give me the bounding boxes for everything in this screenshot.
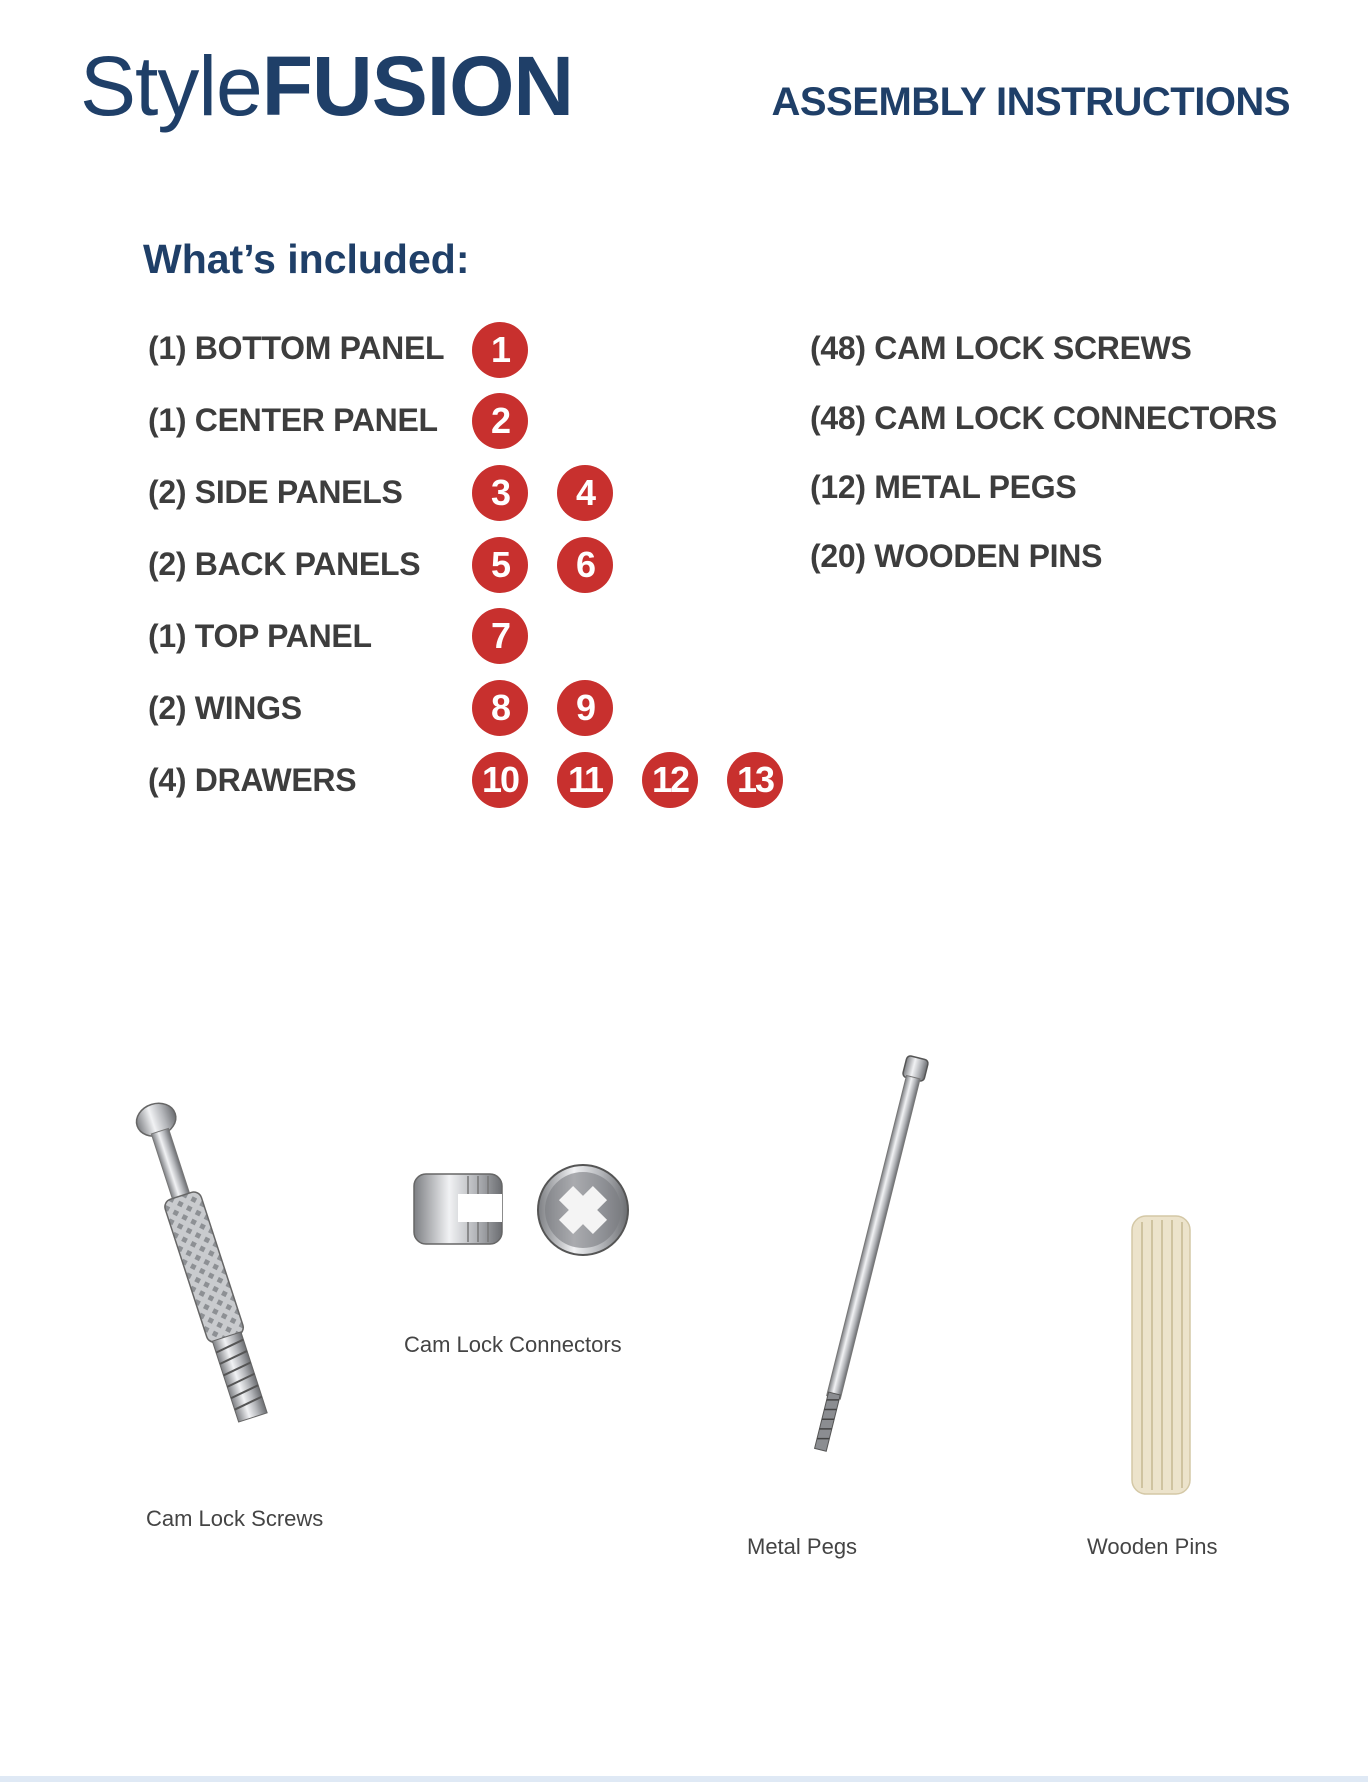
- caption-wooden-pins: Wooden Pins: [1087, 1534, 1218, 1559]
- caption-metal-pegs: Metal Pegs: [747, 1534, 858, 1559]
- part-number-badge: 11: [557, 752, 613, 808]
- part-number-badge: 7: [472, 608, 528, 664]
- part-number-badge: 10: [472, 752, 528, 808]
- hardware-label-wooden-pins: (20) WOODEN PINS: [810, 538, 1103, 574]
- part-number-badge: 4: [557, 465, 613, 521]
- hardware-label-cam-lock-screws: (48) CAM LOCK SCREWS: [810, 330, 1192, 366]
- brand-logo-style: Style: [80, 39, 262, 133]
- caption-cam-lock-screws: Cam Lock Screws: [146, 1506, 324, 1531]
- section-heading: What’s included:: [143, 236, 470, 282]
- part-label-drawers: (4) DRAWERS: [148, 762, 357, 798]
- part-label-side-panels: (2) SIDE PANELS: [148, 474, 403, 510]
- part-label-wings: (2) WINGS: [148, 690, 302, 726]
- page-bottom-edge: [0, 1776, 1368, 1782]
- hardware-label-metal-pegs: (12) METAL PEGS: [810, 469, 1077, 505]
- brand-logo: [80, 39, 574, 133]
- caption-cam-lock-connectors: Cam Lock Connectors: [404, 1332, 622, 1357]
- part-label-back-panels: (2) BACK PANELS: [148, 546, 421, 582]
- part-number-badge: 5: [472, 537, 528, 593]
- part-number-badge: 12: [642, 752, 698, 808]
- part-number-badge: 13: [727, 752, 783, 808]
- part-number-badge: 9: [557, 680, 613, 736]
- wooden-pin-image: [1128, 1212, 1194, 1498]
- metal-peg-image: [770, 1050, 970, 1460]
- part-number-badge: 8: [472, 680, 528, 736]
- cam-lock-connector-image: [408, 1160, 638, 1260]
- hardware-label-cam-lock-connectors: (48) CAM LOCK CONNECTORS: [810, 400, 1277, 436]
- part-number-badge: 3: [472, 465, 528, 521]
- part-label-bottom-panel: (1) BOTTOM PANEL: [148, 330, 445, 366]
- brand-logo-fusion: FUSION: [261, 39, 574, 133]
- part-label-center-panel: (1) CENTER PANEL: [148, 402, 438, 438]
- part-number-badge: 1: [472, 322, 528, 378]
- part-number-badge: 6: [557, 537, 613, 593]
- part-label-top-panel: (1) TOP PANEL: [148, 618, 372, 654]
- document-title: ASSEMBLY INSTRUCTIONS: [771, 80, 1290, 124]
- cam-lock-screw-image: [110, 1090, 300, 1450]
- part-number-badge: 2: [472, 393, 528, 449]
